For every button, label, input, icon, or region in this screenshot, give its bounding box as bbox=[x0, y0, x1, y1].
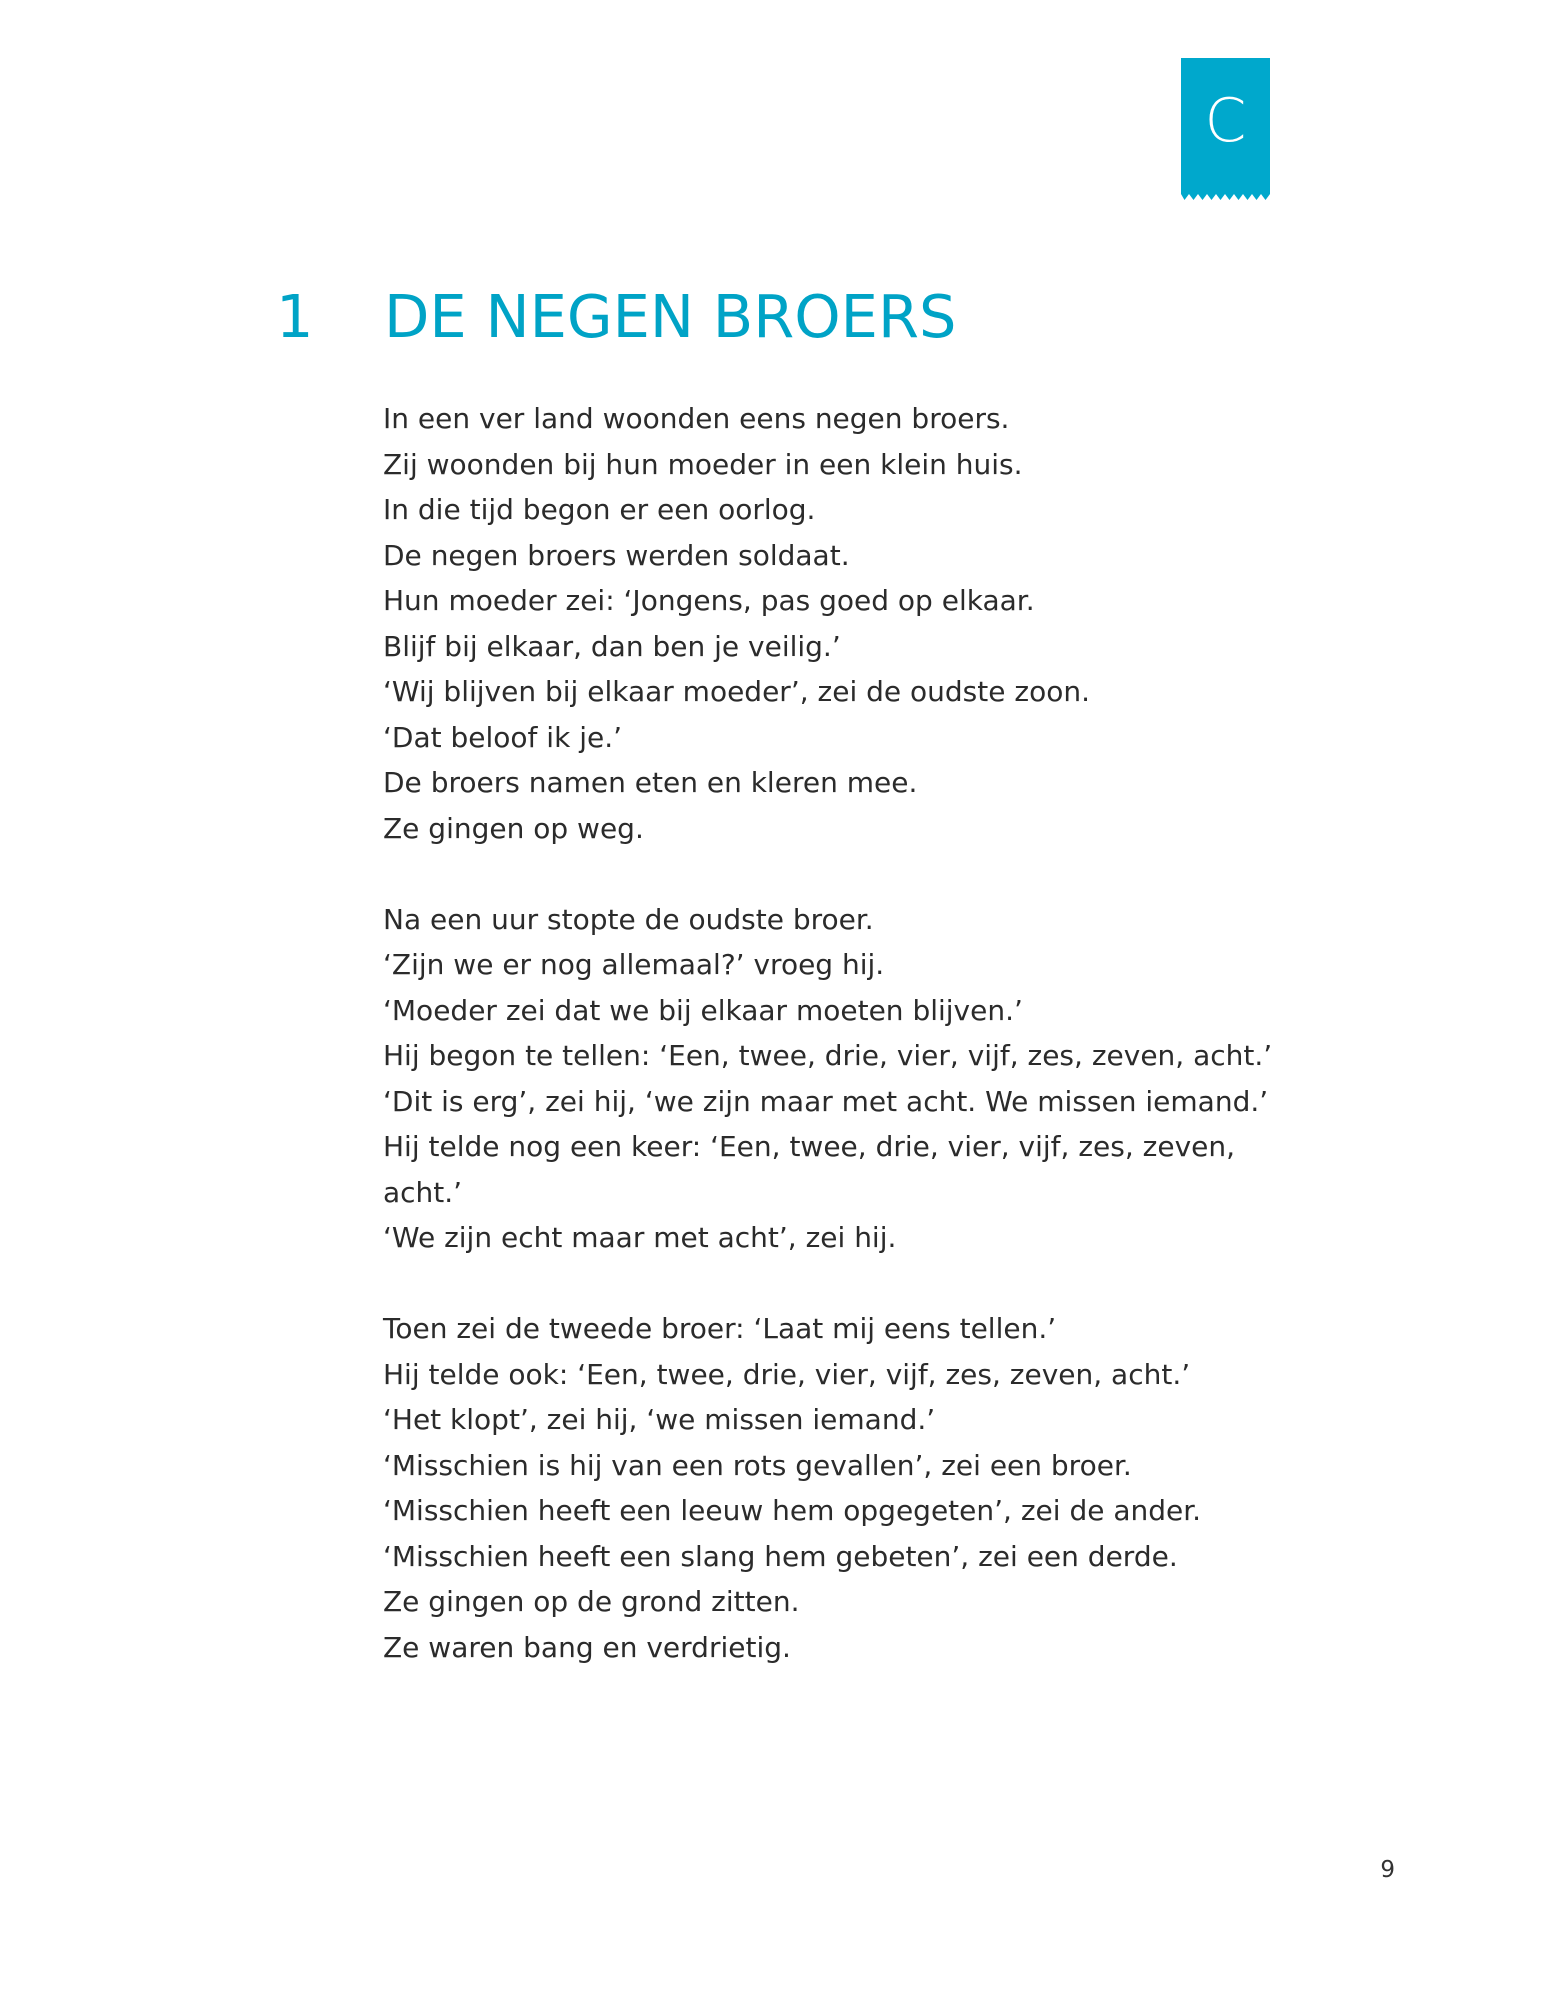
text-line: ‘Het klopt’, zei hij, ‘we missen iemand.’ bbox=[383, 1403, 936, 1436]
text-line: Hij telde ook: ‘Een, twee, drie, vier, vijf, zes, zeven, acht.’ bbox=[383, 1357, 1191, 1391]
text-line: De broers namen eten en kleren mee. bbox=[383, 766, 918, 799]
story-text bbox=[383, 396, 1283, 1716]
text-line: ‘Moeder zei dat we bij elkaar moeten blijven.’ bbox=[383, 993, 1023, 1027]
text-line: Hun moeder zei: ‘Jongens, pas goed op elkaar. bbox=[383, 584, 1035, 617]
text-line: acht.’ bbox=[383, 1175, 463, 1209]
text-line: In die tijd begon er een oorlog. bbox=[383, 493, 816, 526]
level-tab-zigzag-edge bbox=[1181, 186, 1270, 202]
text-line: ‘We zijn echt maar met acht’, zei hij. bbox=[383, 1221, 897, 1254]
text-line: ‘Zijn we er nog allemaal?’ vroeg hij. bbox=[383, 948, 885, 981]
text-line: Zij woonden bij hun moeder in een klein huis. bbox=[383, 447, 1023, 481]
text-line: Ze gingen op weg. bbox=[383, 811, 644, 845]
text-line: Ze waren bang en verdrietig. bbox=[383, 1630, 791, 1664]
chapter-title: DE NEGEN BROERS bbox=[384, 282, 957, 351]
text-line: Hij begon te tellen: ‘Een, twee, drie, vier, vijf, zes, zeven, acht.’ bbox=[383, 1039, 1273, 1072]
text-line: In een ver land woonden eens negen broers. bbox=[383, 402, 1010, 435]
chapter-number: 1 bbox=[276, 282, 314, 351]
text-line: ‘Dat beloof ik je.’ bbox=[383, 720, 622, 754]
text-line: Toen zei de tweede broer: ‘Laat mij eens tellen.’ bbox=[383, 1312, 1057, 1345]
text-line: Hij telde nog een keer: ‘Een, twee, drie, vier, vijf, zes, zeven, bbox=[383, 1130, 1236, 1163]
text-line: ‘Misschien is hij van een rots gevallen’, zei een broer. bbox=[383, 1448, 1132, 1482]
text-line: ‘Misschien heeft een leeuw hem opgegeten’, zei de ander. bbox=[383, 1494, 1202, 1527]
text-line: ‘Dit is erg’, zei hij, ‘we zijn maar met acht. We missen iemand.’ bbox=[383, 1084, 1269, 1118]
level-tab: C bbox=[1181, 58, 1270, 186]
text-line: Na een uur stopte de oudste broer. bbox=[383, 902, 874, 936]
text-line: Blijf bij elkaar, dan ben je veilig.’ bbox=[383, 629, 841, 663]
text-line: ‘Wij blijven bij elkaar moeder’, zei de oudste zoon. bbox=[383, 675, 1090, 708]
text-line: Ze gingen op de grond zitten. bbox=[383, 1585, 800, 1618]
paragraph-2 bbox=[383, 897, 1283, 1261]
text-line: ‘Misschien heeft een slang hem gebeten’, zei een derde. bbox=[383, 1539, 1178, 1573]
paragraph-1 bbox=[383, 396, 1283, 851]
paragraph-3 bbox=[383, 1306, 1283, 1670]
page-number: 9 bbox=[1380, 1857, 1395, 1883]
text-line: De negen broers werden soldaat. bbox=[383, 538, 850, 572]
